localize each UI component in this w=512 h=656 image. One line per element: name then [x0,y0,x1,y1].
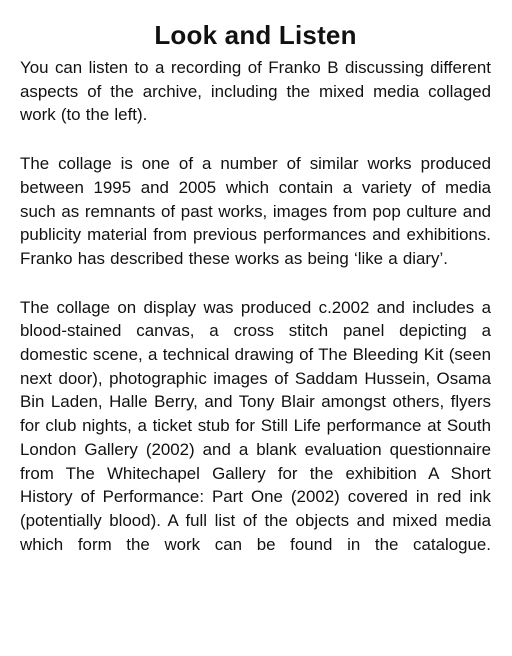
collage-description-paragraph: The collage is one of a number of similar works produced between 1995 and 2005 which contain a variety of media such as remnants of past works, images from pop culture and publicity material from previous performances and exhibitions. Franko has described these works as being ‘like a diary’. [20,154,491,268]
panel-title: Look and Listen [154,20,357,50]
info-panel [20,18,491,556]
intro-paragraph: You can listen to a recording of Franko B discussing different aspects of the archive, including the mixed media collaged work (to the left). [20,58,491,125]
collage-contents-paragraph: The collage on display was produced c.2002 and includes a blood-stained canvas, a cross stitch panel depicting a domestic scene, a technical drawing of The Bleeding Kit (seen next door), photographic images of Saddam Hussein, Osama Bin Laden, Halle Berry, and Tony Blair amongst others, flyers for club nights, a ticket stub for Still Life performance at South London Gallery (2002) and a blank evaluation questionnaire from The Whitechapel Gallery for the exhibition A Short History of Performance: Part One (2002) covered in red ink (potentially blood). A full list of the objects and mixed media which form the work can be found in the catalogue. [20,297,491,554]
